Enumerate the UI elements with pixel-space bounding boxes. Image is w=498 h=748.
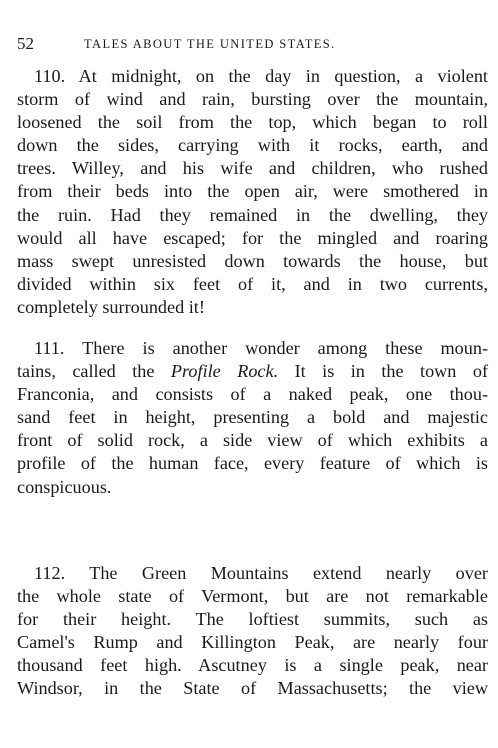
text-line: 112. The Green Mountains extend nearly over [34, 563, 488, 583]
text-line: would all have escaped; for the mingled and roaring [17, 227, 488, 248]
paragraph-110 [17, 65, 488, 319]
text-line: profile of the human face, every feature of which is [17, 453, 488, 474]
text-line: completely surrounded it! [17, 296, 205, 317]
text-line: divided within six feet of it, and in two currents, [17, 273, 488, 294]
paragraph-112 [17, 562, 488, 701]
text-line: mass swept unresisted down towards the house, but [17, 250, 488, 271]
running-head: TALES ABOUT THE UNITED STATES. [84, 37, 336, 51]
text-line: 110. At midnight, on the day in question, a violent [34, 66, 488, 86]
paragraph-111 [17, 337, 488, 499]
text-line: the whole state of Vermont, but are not remarkable [17, 586, 488, 607]
text-line: Windsor, in the State of Massachusetts; the view [17, 678, 488, 699]
text-line: conspicuous. [17, 476, 112, 497]
profile-rock-italic: Profile Rock. [170, 361, 279, 382]
text-line: from their beds into the open air, were smothered in [17, 181, 488, 202]
page-header [17, 34, 484, 54]
text-line: tains, called the Profile Rock. It is in the town of [17, 361, 489, 382]
text-line: down the sides, carrying with it rocks, earth, and [17, 135, 488, 156]
text-line: Camel's Rump and Killington Peak, are nearly four [17, 632, 488, 653]
text-line: thousand feet high. Ascutney is a single peak, near [17, 655, 488, 676]
text-line: front of solid rock, a side view of which exhibits a [17, 430, 488, 451]
text-line: storm of wind and rain, bursting over the mountain, [17, 89, 488, 110]
text-line: for their height. The loftiest summits, such as [17, 609, 488, 630]
text-line: loosened the soil from the top, which began to roll [17, 112, 488, 133]
text-line: sand feet in height, presenting a bold and majestic [17, 407, 488, 428]
text-line: trees. Willey, and his wife and children, who rushed [17, 158, 488, 179]
text-line: 111. There is another wonder among these moun- [34, 338, 488, 358]
text-line: Franconia, and consists of a naked peak, one thou- [17, 384, 488, 405]
page-number: 52 [17, 34, 34, 53]
text-line: the ruin. Had they remained in the dwelling, they [17, 204, 488, 225]
